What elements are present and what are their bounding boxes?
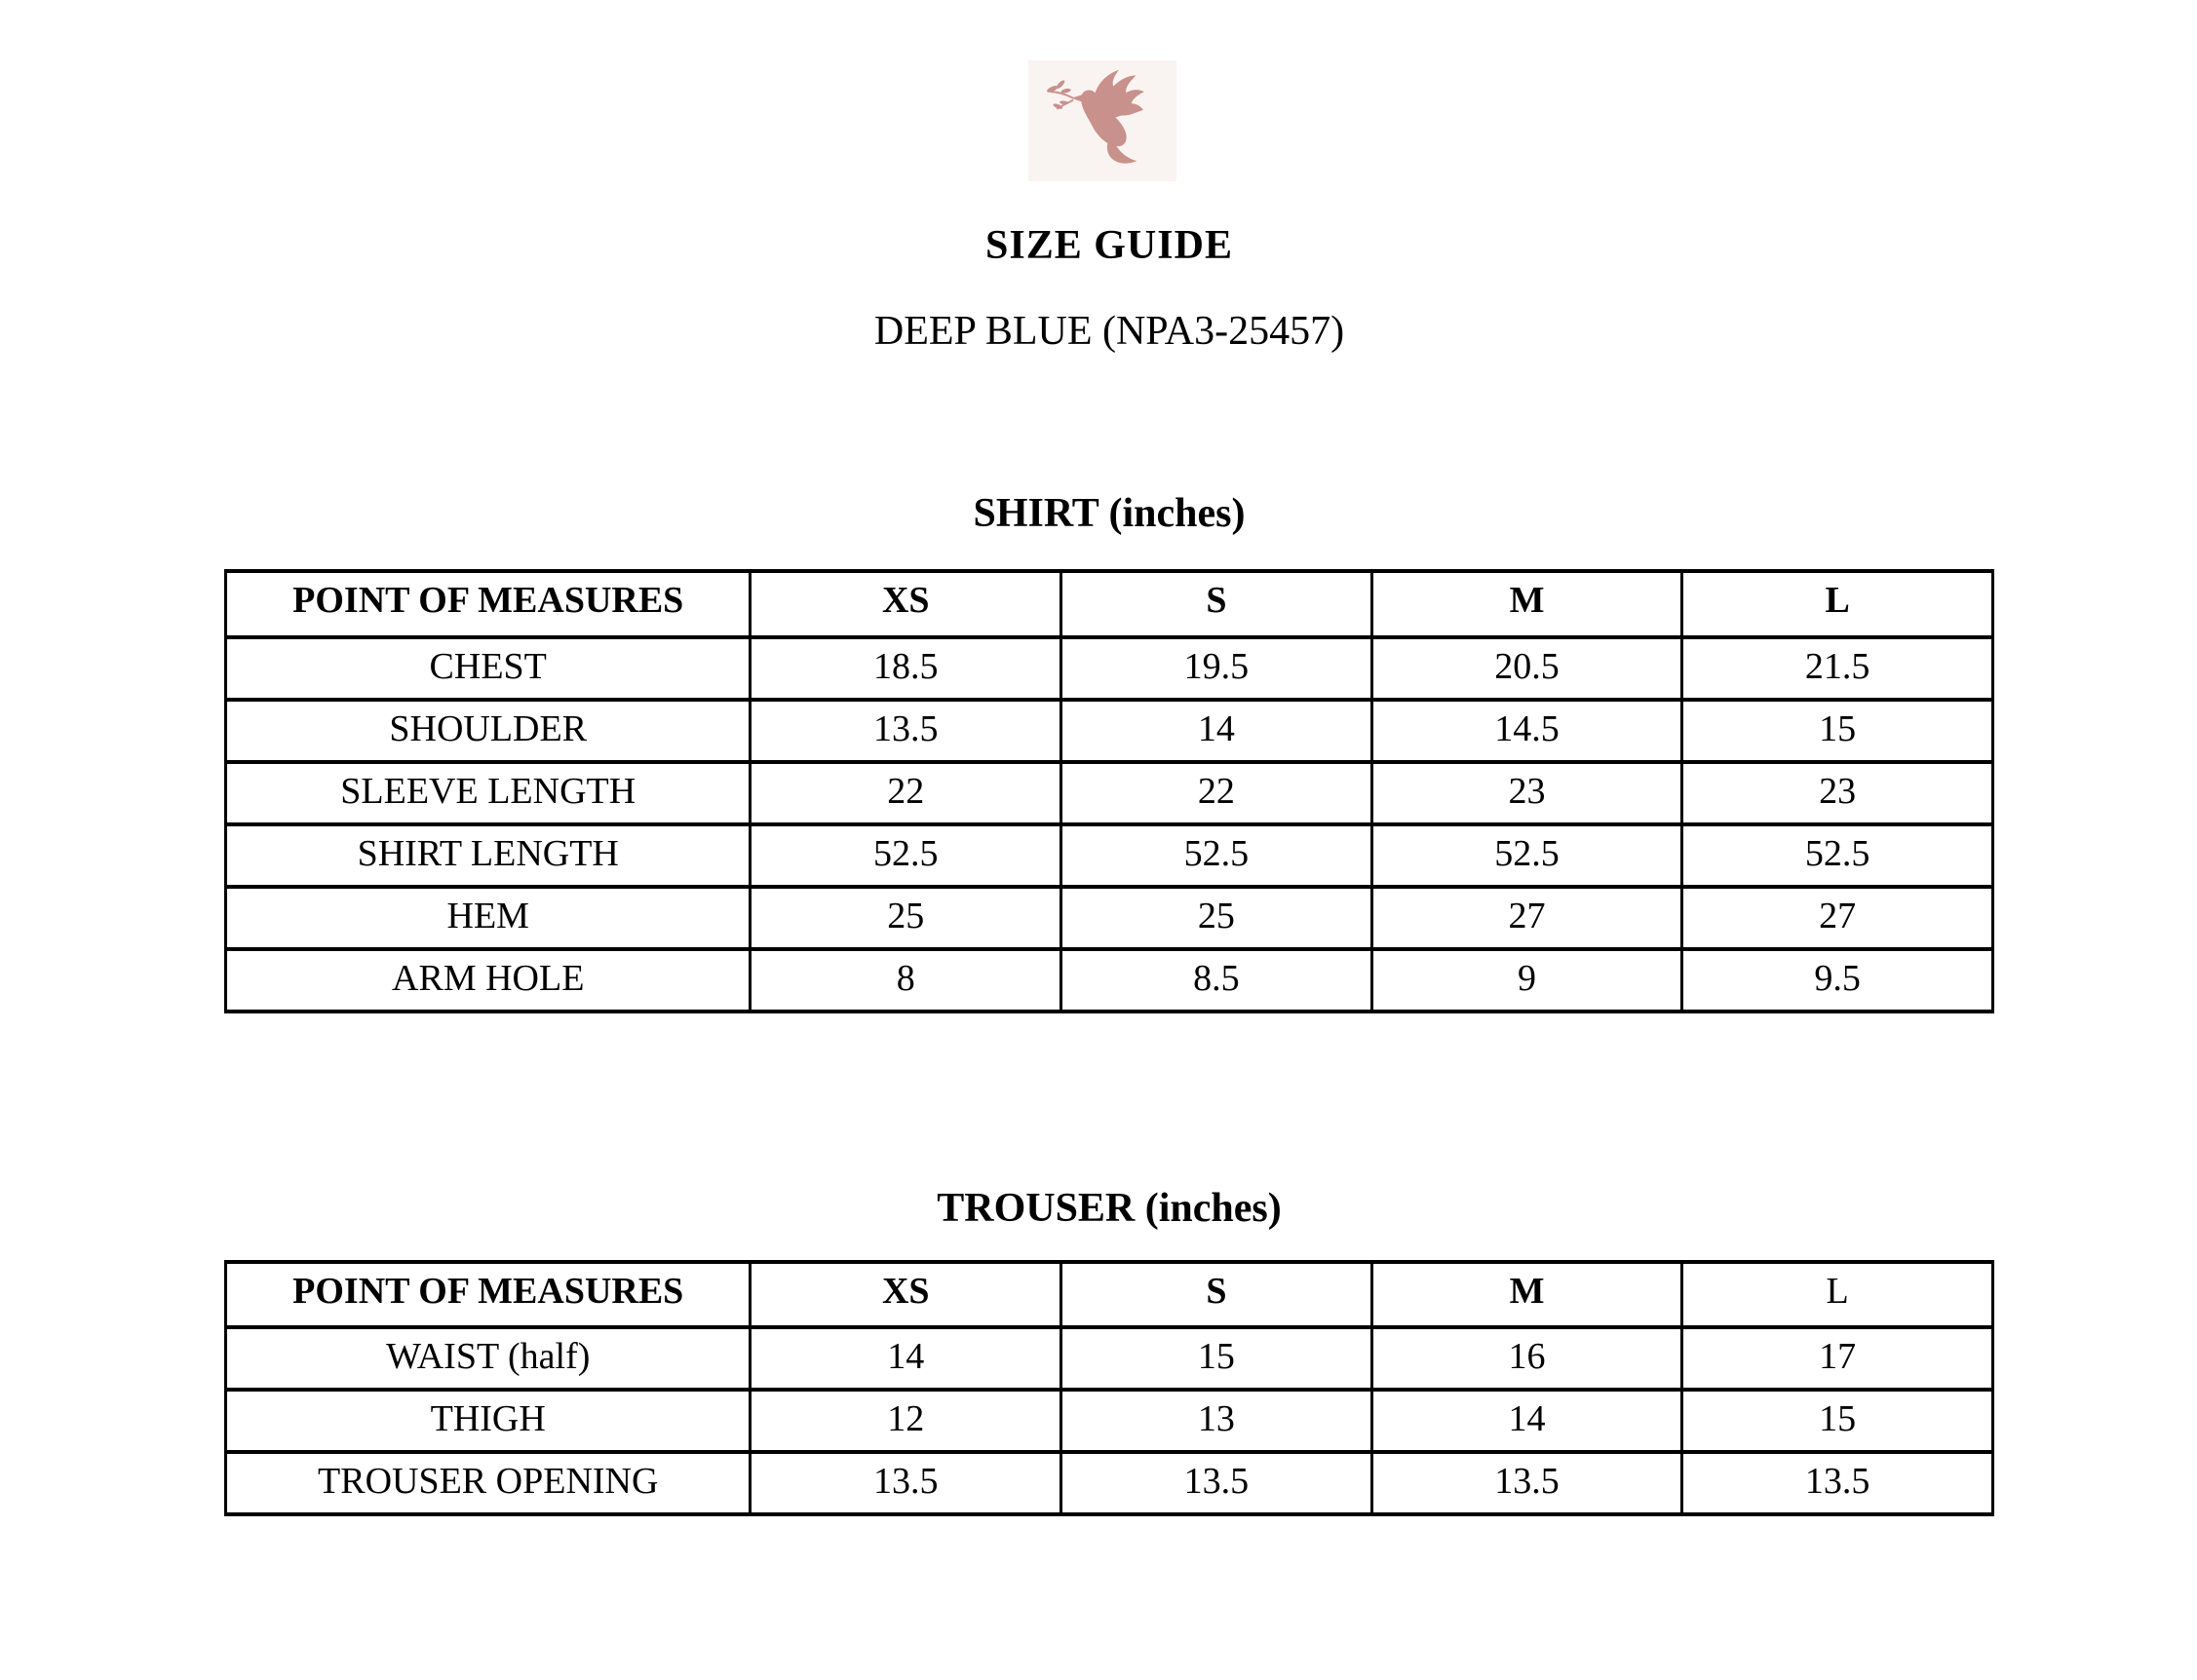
measure-value: 18.5	[751, 637, 1061, 700]
measure-value: 14.5	[1371, 700, 1682, 762]
measure-value: 13.5	[1682, 1452, 1993, 1514]
table-row-arm-hole	[226, 949, 1993, 1012]
shirt-table-heading: SHIRT (inches)	[973, 491, 1246, 536]
measure-value: 13	[1061, 1390, 1372, 1452]
measure-value: 21.5	[1682, 637, 1993, 700]
column-header-xs: XS	[751, 1262, 1061, 1327]
column-header-xs: XS	[751, 571, 1061, 637]
measure-value: 52.5	[751, 824, 1061, 887]
measure-value: 15	[1682, 1390, 1993, 1452]
column-header-m: M	[1371, 571, 1682, 637]
measure-value: 22	[751, 762, 1061, 824]
measure-value: 14	[1061, 700, 1372, 762]
measure-value: 27	[1682, 887, 1993, 949]
measure-value: 23	[1682, 762, 1993, 824]
measure-value: 52.5	[1682, 824, 1993, 887]
column-header-l: L	[1682, 1262, 1993, 1327]
measure-value: 15	[1682, 700, 1993, 762]
measure-label: CHEST	[226, 637, 751, 700]
measure-label: SLEEVE LENGTH	[226, 762, 751, 824]
measure-value: 13.5	[751, 700, 1061, 762]
column-header-s: S	[1061, 1262, 1372, 1327]
page-title: SIZE GUIDE	[985, 223, 1233, 268]
column-header-point-of-measures: POINT OF MEASURES	[226, 1262, 751, 1327]
table-row-waist	[226, 1327, 1993, 1390]
brand-logo	[1028, 60, 1176, 181]
trouser-header-row	[226, 1262, 1993, 1327]
measure-label: HEM	[226, 887, 751, 949]
table-row-hem	[226, 887, 1993, 949]
measure-label: SHIRT LENGTH	[226, 824, 751, 887]
measure-value: 16	[1371, 1327, 1682, 1390]
measure-value: 25	[751, 887, 1061, 949]
measure-value: 9.5	[1682, 949, 1993, 1012]
product-name: DEEP BLUE (NPA3-25457)	[873, 309, 1345, 354]
measure-label: SHOULDER	[226, 700, 751, 762]
measure-value: 8	[751, 949, 1061, 1012]
measure-value: 52.5	[1371, 824, 1682, 887]
measure-value: 20.5	[1371, 637, 1682, 700]
measure-value: 14	[751, 1327, 1061, 1390]
measure-value: 23	[1371, 762, 1682, 824]
table-row-shirt-length	[226, 824, 1993, 887]
measure-value: 19.5	[1061, 637, 1372, 700]
measure-value: 17	[1682, 1327, 1993, 1390]
measure-value: 13.5	[1061, 1452, 1372, 1514]
column-header-s: S	[1061, 571, 1372, 637]
measure-value: 25	[1061, 887, 1372, 949]
measure-value: 13.5	[751, 1452, 1061, 1514]
table-row-chest	[226, 637, 1993, 700]
measure-value: 22	[1061, 762, 1372, 824]
measure-value: 52.5	[1061, 824, 1372, 887]
column-header-point-of-measures: POINT OF MEASURES	[226, 571, 751, 637]
measure-label: ARM HOLE	[226, 949, 751, 1012]
table-row-shoulder	[226, 700, 1993, 762]
measure-label: WAIST (half)	[226, 1327, 751, 1390]
table-row-sleeve-length	[226, 762, 1993, 824]
shirt-header-row	[226, 571, 1993, 637]
column-header-m: M	[1371, 1262, 1682, 1327]
measure-value: 12	[751, 1390, 1061, 1452]
column-header-l: L	[1682, 571, 1993, 637]
trouser-size-table	[224, 1260, 1994, 1516]
measure-value: 15	[1061, 1327, 1372, 1390]
measure-label: THIGH	[226, 1390, 751, 1452]
measure-label: TROUSER OPENING	[226, 1452, 751, 1514]
measure-value: 27	[1371, 887, 1682, 949]
dove-icon	[1034, 64, 1171, 177]
measure-value: 13.5	[1371, 1452, 1682, 1514]
table-row-thigh	[226, 1390, 1993, 1452]
measure-value: 9	[1371, 949, 1682, 1012]
measure-value: 8.5	[1061, 949, 1372, 1012]
shirt-size-table	[224, 569, 1994, 1013]
trouser-table-heading: TROUSER (inches)	[937, 1186, 1282, 1231]
measure-value: 14	[1371, 1390, 1682, 1452]
table-row-trouser-opening	[226, 1452, 1993, 1514]
